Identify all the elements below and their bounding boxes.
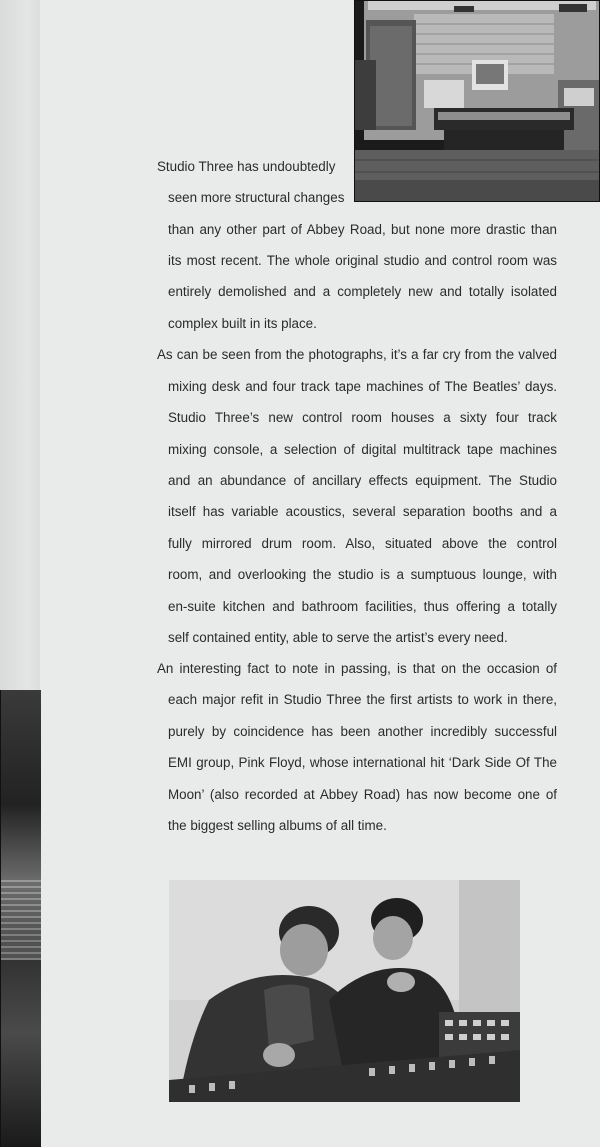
text-line: itself has variable acoustics, several separation booths and a bbox=[168, 504, 557, 519]
text-line: entirely demolished and a completely new and totally isolated bbox=[168, 284, 557, 299]
text-line: Studio Three has undoubtedly bbox=[157, 159, 336, 174]
text-line: complex built in its place. bbox=[168, 316, 317, 331]
text-line: EMI group, Pink Floyd, whose international hit ‘Dark Side Of The bbox=[168, 755, 557, 770]
text-line: mixing console, a selection of digital multitrack tape machines bbox=[168, 442, 557, 457]
text-line: self contained entity, able to serve the artist’s every need. bbox=[168, 630, 508, 645]
text-line: An interesting fact to note in passing, is that on the occasion of bbox=[157, 661, 557, 676]
text-line: seen more structural changes bbox=[168, 190, 345, 205]
text-line: purely by coincidence has been another incredibly successful bbox=[168, 724, 557, 739]
text-line: Studio Three’s new control room houses a sixty four track bbox=[168, 410, 557, 425]
mixing-console-photo bbox=[169, 880, 520, 1102]
text-line: fully mirrored drum room. Also, situated above the control bbox=[168, 536, 557, 551]
text-line: en-suite kitchen and bathroom facilities, thus offering a totally bbox=[168, 599, 557, 614]
control-room-photo bbox=[354, 0, 600, 202]
adjacent-page-photo bbox=[0, 690, 41, 1147]
text-line: than any other part of Abbey Road, but none more drastic than bbox=[168, 222, 557, 237]
text-line: room, and overlooking the studio is a sumptuous lounge, with bbox=[168, 567, 557, 582]
text-line: each major refit in Studio Three the first artists to work in there, bbox=[168, 692, 557, 707]
text-line: its most recent. The whole original studio and control room was bbox=[168, 253, 557, 268]
text-line: mixing desk and four track tape machines of The Beatles’ days. bbox=[168, 379, 557, 394]
text-line: Moon’ (also recorded at Abbey Road) has now become one of bbox=[168, 787, 557, 802]
text-line: the biggest selling albums of all time. bbox=[168, 818, 387, 833]
text-line: and an abundance of ancillary effects equipment. The Studio bbox=[168, 473, 557, 488]
text-line: As can be seen from the photographs, it’s a far cry from the valved bbox=[157, 347, 557, 362]
